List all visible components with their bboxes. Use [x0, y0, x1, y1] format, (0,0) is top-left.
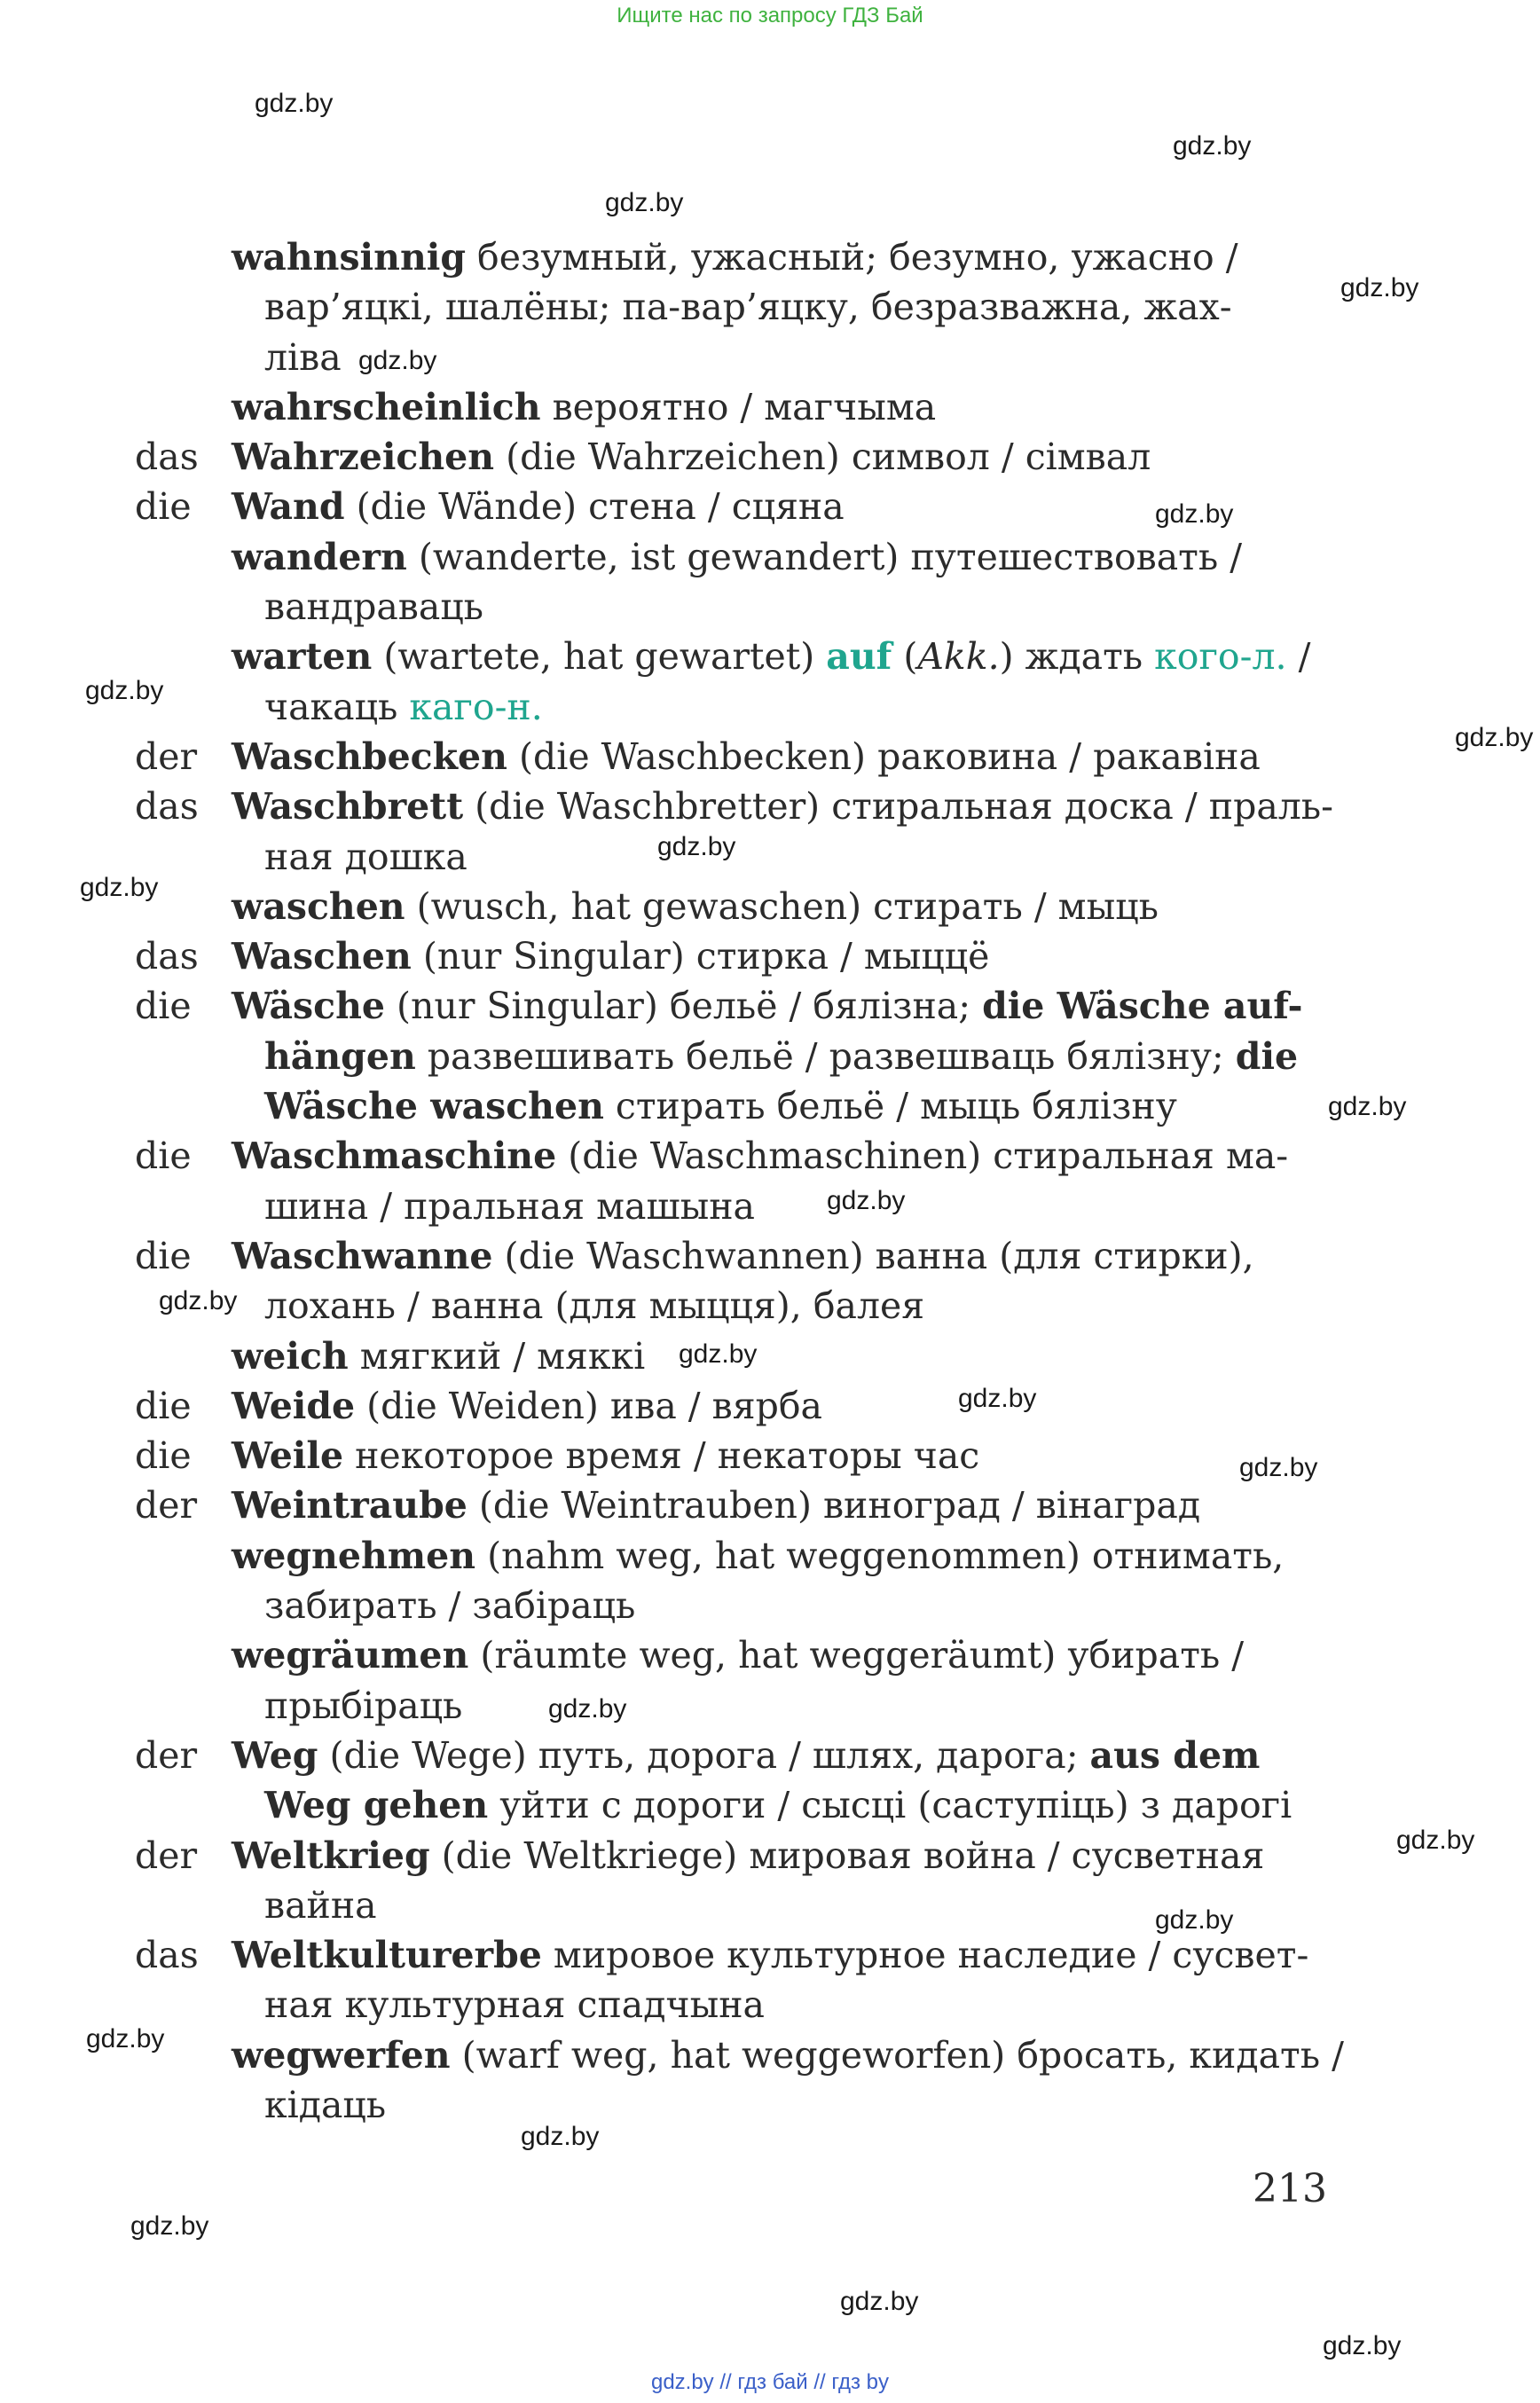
- entry-continuation-line: [0, 1581, 1540, 1630]
- translation-text: кідаць: [264, 2083, 387, 2126]
- dictionary-entry: [0, 732, 1540, 781]
- translation-text: ліва: [264, 335, 342, 379]
- watermark: gdz.by: [255, 89, 334, 118]
- translation-text: уйти с дороги / сысці (саступіць) з дарогі: [488, 1784, 1292, 1827]
- watermark: gdz.by: [1455, 723, 1534, 752]
- entry-continuation-line: [0, 1780, 1540, 1830]
- headword: die: [1235, 1034, 1299, 1078]
- translation-text: некоторое время / некаторы час: [343, 1434, 980, 1478]
- dictionary-entry: [0, 632, 1540, 732]
- translation-text: (warf weg, hat weggeworfen) бросать, кидать /: [450, 2033, 1344, 2077]
- dictionary-entry: [0, 1381, 1540, 1431]
- watermark: gdz.by: [605, 188, 684, 217]
- watermark: gdz.by: [548, 1694, 627, 1724]
- entry-continuation-line: [0, 333, 1540, 382]
- translation-text: ная дошка: [264, 835, 468, 878]
- page-number: 213: [1253, 2166, 1327, 2211]
- dictionary-entry: [0, 1231, 1540, 1331]
- entry-line: [0, 1480, 1540, 1530]
- headword: Weltkrieg: [232, 1834, 430, 1877]
- watermark: gdz.by: [1239, 1453, 1318, 1482]
- watermark: gdz.by: [1323, 2331, 1402, 2360]
- top-banner: Ищите нас по запросу ГДЗ Бай: [617, 4, 923, 27]
- watermark: gdz.by: [1396, 1826, 1475, 1855]
- dictionary-entry: [0, 482, 1540, 531]
- entry-line: [0, 1431, 1540, 1480]
- translation-text: развешивать бельё / развешваць бялізну;: [415, 1034, 1236, 1078]
- watermark: gdz.by: [958, 1384, 1037, 1413]
- translation-text: чакаць: [264, 685, 410, 728]
- entry-line: [0, 1381, 1540, 1431]
- article: die: [135, 1135, 192, 1178]
- translation-text: (die Waschbretter) стиральная доска / праль-: [463, 785, 1333, 828]
- translation-text: ная культурная спадчына: [264, 1983, 765, 2027]
- entry-line: [0, 1131, 1540, 1181]
- translation-text: (räumte weg, hat weggeräumt) убирать /: [468, 1634, 1245, 1677]
- entry-line: [0, 232, 1540, 282]
- headword: Wand: [232, 485, 345, 529]
- translation-text: (die Wahrzeichen) символ / сімвал: [494, 436, 1151, 479]
- entry-continuation-line: [0, 1980, 1540, 2030]
- entry-line: [0, 732, 1540, 781]
- preposition: auf: [826, 635, 892, 679]
- translation-text: (wusch, hat gewaschen) стирать / мыць: [405, 884, 1159, 928]
- article: der: [135, 734, 198, 778]
- translation-text: (wanderte, ist gewandert) путешествовать /: [406, 535, 1243, 578]
- headword: aus dem: [1089, 1733, 1261, 1777]
- translation-text: вар’яцкі, шалёны; па-вар’яцку, безразважна, жах-: [264, 286, 1232, 329]
- entry-line: [0, 482, 1540, 531]
- entry-continuation-line: [0, 682, 1540, 732]
- headword: Waschbrett: [232, 785, 464, 828]
- entry-continuation-line: [0, 1881, 1540, 1930]
- entry-line: [0, 532, 1540, 582]
- entry-line: [0, 931, 1540, 981]
- translation-text: мировое культурное наследие / сусвет-: [541, 1934, 1309, 1977]
- article: der: [135, 1484, 198, 1527]
- watermark: gdz.by: [1173, 131, 1252, 161]
- dictionary-entry: [0, 1630, 1540, 1731]
- headword: Weltkulturerbe: [232, 1934, 542, 1977]
- watermark: gdz.by: [86, 2024, 165, 2054]
- article: der: [135, 1733, 198, 1777]
- headword: warten: [232, 635, 373, 679]
- translation-text: мягкий / мяккі: [348, 1334, 646, 1378]
- entry-continuation-line: [0, 1182, 1540, 1231]
- entry-continuation-line: [0, 2080, 1540, 2130]
- footer-banner: gdz.by // гдз бай // гдз by: [650, 2370, 890, 2394]
- headword: die Wäsche auf-: [982, 985, 1303, 1028]
- article: das: [135, 935, 199, 978]
- watermark: gdz.by: [1155, 1905, 1234, 1935]
- translation-text: лохань / ванна (для мыцця), балея: [264, 1284, 925, 1328]
- dictionary-entry: [0, 981, 1540, 1131]
- watermark: gdz.by: [657, 832, 736, 861]
- headword: Wäsche waschen: [264, 1085, 604, 1128]
- translation-text: (die Weintrauben) виноград / вінаград: [467, 1484, 1201, 1527]
- dictionary-entry: [0, 1331, 1540, 1381]
- headword: Waschmaschine: [232, 1135, 557, 1178]
- dictionary-entry: [0, 232, 1540, 382]
- watermark: gdz.by: [827, 1186, 906, 1215]
- headword: weich: [232, 1334, 349, 1378]
- article: der: [135, 1834, 198, 1877]
- watermark: gdz.by: [358, 346, 437, 375]
- entry-continuation-line: [0, 582, 1540, 632]
- translation-text: (die Weiden) ива / вярба: [355, 1384, 822, 1427]
- headword: wegräumen: [232, 1634, 469, 1677]
- dictionary-entry: [0, 1531, 1540, 1631]
- article: das: [135, 785, 199, 828]
- article: die: [135, 1234, 192, 1277]
- entry-line: [0, 1630, 1540, 1680]
- translation-text: забирать / забіраць: [264, 1584, 636, 1628]
- article: die: [135, 985, 192, 1028]
- entry-line: [0, 1331, 1540, 1381]
- translation-text: /: [1286, 635, 1311, 679]
- grammar-note: кого-л.: [1154, 635, 1287, 679]
- entry-continuation-line: [0, 1032, 1540, 1081]
- case-label: Akk.: [917, 635, 1000, 679]
- dictionary-entry: [0, 781, 1540, 882]
- translation-text: (die Wege) путь, дорога / шлях, дарога;: [318, 1733, 1090, 1777]
- dictionary-entry: [0, 882, 1540, 931]
- translation-text: вандраваць: [264, 585, 484, 629]
- watermark: gdz.by: [85, 676, 164, 705]
- headword: Waschwanne: [232, 1234, 493, 1277]
- headword: Weile: [232, 1434, 344, 1478]
- entry-continuation-line: [0, 1081, 1540, 1131]
- headword: waschen: [232, 884, 405, 928]
- dictionary-entry: [0, 1930, 1540, 2030]
- headword: Weg: [232, 1733, 318, 1777]
- watermark: gdz.by: [159, 1286, 238, 1315]
- dictionary-entry: [0, 1480, 1540, 1530]
- translation-text: (wartete, hat gewartet): [372, 635, 827, 679]
- entry-line: [0, 632, 1540, 681]
- headword: wegwerfen: [232, 2033, 451, 2077]
- entry-line: [0, 1930, 1540, 1980]
- entry-continuation-line: [0, 832, 1540, 882]
- watermark: gdz.by: [1155, 499, 1234, 529]
- watermark: gdz.by: [130, 2211, 209, 2241]
- dictionary-entry: [0, 382, 1540, 432]
- dictionary-entry: [0, 1431, 1540, 1480]
- entry-line: [0, 882, 1540, 931]
- watermark: gdz.by: [521, 2122, 600, 2151]
- translation-text: ) ждать: [999, 635, 1155, 679]
- entry-line: [0, 2030, 1540, 2080]
- headword: Waschbecken: [232, 734, 507, 778]
- dictionary-entry: [0, 2030, 1540, 2131]
- watermark: gdz.by: [1328, 1092, 1407, 1121]
- entry-line: [0, 781, 1540, 831]
- translation-text: (die Weltkriege) мировая война / сусветная: [429, 1834, 1265, 1877]
- headword: Weg gehen: [264, 1784, 489, 1827]
- entry-line: [0, 382, 1540, 432]
- watermark: gdz.by: [1340, 273, 1419, 302]
- translation-text: (die Waschmaschinen) стиральная ма-: [556, 1135, 1289, 1178]
- article: die: [135, 1434, 192, 1478]
- headword: Wahrzeichen: [232, 436, 495, 479]
- article: die: [135, 485, 192, 529]
- grammar-note: каго-н.: [409, 685, 543, 728]
- translation-text: (die Waschbecken) раковина / ракавіна: [507, 734, 1261, 778]
- translation-text: шина / пральная машына: [264, 1184, 755, 1228]
- translation-text: вероятно / магчыма: [540, 385, 937, 428]
- entry-continuation-line: [0, 1281, 1540, 1331]
- watermark: gdz.by: [840, 2287, 919, 2316]
- translation-text: прыбіраць: [264, 1684, 463, 1727]
- translation-text: (nur Singular) бельё / бялізна;: [385, 985, 983, 1028]
- headword: wahrscheinlich: [232, 385, 541, 428]
- headword: hängen: [264, 1034, 416, 1078]
- translation-text: (: [892, 635, 918, 679]
- dictionary-entry: [0, 1731, 1540, 1831]
- headword: wegnehmen: [232, 1534, 476, 1577]
- translation-text: вайна: [264, 1883, 377, 1927]
- entry-line: [0, 1231, 1540, 1281]
- headword: Weintraube: [232, 1484, 468, 1527]
- headword: wandern: [232, 535, 407, 578]
- headword: Wäsche: [232, 985, 385, 1028]
- dictionary-entry: [0, 532, 1540, 632]
- entry-continuation-line: [0, 282, 1540, 332]
- article: das: [135, 436, 199, 479]
- entry-line: [0, 1731, 1540, 1780]
- headword: Weide: [232, 1384, 356, 1427]
- dictionary-entry: [0, 432, 1540, 482]
- entry-line: [0, 432, 1540, 482]
- article: die: [135, 1384, 192, 1427]
- translation-text: стирать бельё / мыць бялізну: [603, 1085, 1177, 1128]
- dictionary-entry: [0, 931, 1540, 981]
- article: das: [135, 1934, 199, 1977]
- watermark: gdz.by: [80, 873, 159, 902]
- translation-text: (nahm weg, hat weggenommen) отнимать,: [475, 1534, 1285, 1577]
- dictionary-entries: [0, 232, 1540, 2130]
- watermark: gdz.by: [679, 1339, 758, 1369]
- translation-text: безумный, ужасный; безумно, ужасно /: [466, 236, 1238, 279]
- entry-line: [0, 981, 1540, 1031]
- translation-text: (nur Singular) стирка / мыццё: [411, 935, 990, 978]
- translation-text: (die Wände) стена / сцяна: [344, 485, 845, 529]
- dictionary-entry: [0, 1131, 1540, 1231]
- entry-line: [0, 1831, 1540, 1881]
- headword: Waschen: [232, 935, 412, 978]
- translation-text: (die Waschwannen) ванна (для стирки),: [492, 1234, 1254, 1277]
- dictionary-entry: [0, 1831, 1540, 1931]
- entry-continuation-line: [0, 1681, 1540, 1731]
- entry-line: [0, 1531, 1540, 1581]
- headword: wahnsinnig: [232, 236, 466, 279]
